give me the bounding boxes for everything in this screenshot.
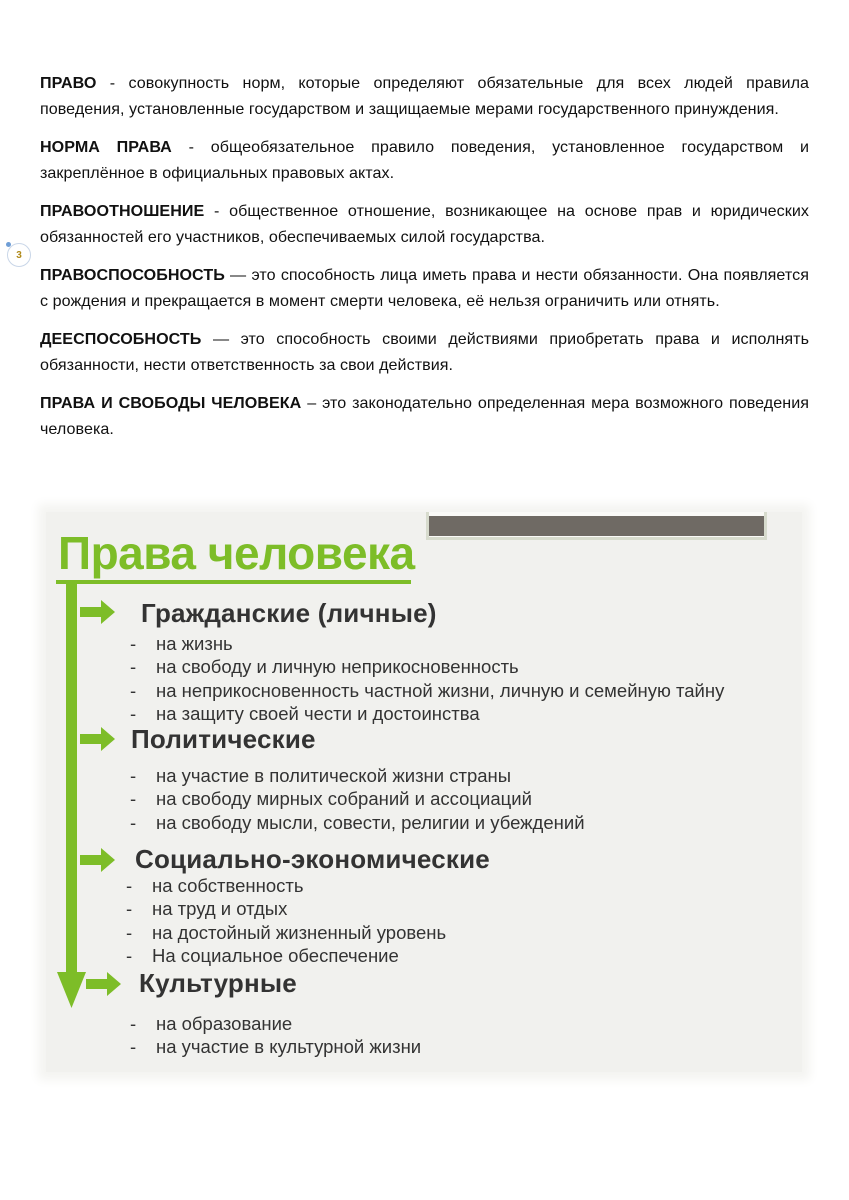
list-item: - на достойный жизненный уровень <box>126 921 446 944</box>
definition-deesposobnost: ДЕЕСПОСОБНОСТЬ — это способность своими действиями приобретать права и исполнять обязанности, нести ответственность за свои действия. <box>40 330 810 374</box>
list-item: - На социальное обеспечение <box>126 944 446 967</box>
definition-term: ПРАВО <box>40 74 97 92</box>
definition-prava-i-svobody: ПРАВА И СВОБОДЫ ЧЕЛОВЕКА – это законодательно определенная мера возможного поведения человека. <box>40 394 809 438</box>
definition-term: ПРАВООТНОШЕНИЕ <box>40 202 205 220</box>
right-arrow-icon <box>86 972 122 996</box>
definition-term: ПРАВОСПОСОБНОСТЬ <box>40 266 225 284</box>
list-item: - на участие в культурной жизни <box>130 1035 421 1058</box>
definition-text: общеобязательное правило поведения, установленное государством и закреплённое в официальных правовых актах. <box>40 138 809 182</box>
title-underline <box>56 580 411 584</box>
category-items-socio-economic <box>126 874 446 967</box>
definition-text: общественное отношение, возникающее на основе прав и юридических обязанностей его участников, обеспечиваемых силой государства. <box>40 202 810 246</box>
definition-text: это способность лица иметь права и нести обязанности. Она появляется с рождения и прекращается в момент смерти человека, её нельзя ограничить или отнять. <box>40 266 809 310</box>
definition-norma-prava: НОРМА ПРАВА - общеобязательное правило поведения, установленное государством и закреплённое в официальных правовых актах. <box>40 138 809 182</box>
list-item: - на неприкосновенность частной жизни, личную и семейную тайну <box>130 679 724 702</box>
page-number: 3 <box>16 249 22 261</box>
list-item: - на образование <box>130 1012 421 1035</box>
list-item: - на жизнь <box>130 632 724 655</box>
list-item: - на участие в политической жизни страны <box>130 764 585 787</box>
definition-term: НОРМА ПРАВА <box>40 138 172 156</box>
definition-term: ПРАВА И СВОБОДЫ ЧЕЛОВЕКА <box>40 394 302 412</box>
right-arrow-icon <box>80 848 116 872</box>
definition-pravootnoshenie: ПРАВООТНОШЕНИЕ - общественное отношение, возникающее на основе прав и юридических обязанностей его участников, обеспечиваемых силой государства. <box>40 202 810 246</box>
definition-pravosposobnost: ПРАВОСПОСОБНОСТЬ — это способность лица иметь права и нести обязанности. Она появляется с рождения и прекращается в момент смерти человека, её нельзя ограничить или отнять. <box>40 266 809 310</box>
list-item: - на труд и отдых <box>126 897 446 920</box>
category-heading-cultural: Культурные <box>139 968 297 998</box>
list-item: - на собственность <box>126 874 446 897</box>
infographic-title: Права человека <box>58 527 415 579</box>
list-item: - на свободу мирных собраний и ассоциаций <box>130 787 585 810</box>
category-heading-civil: Гражданские (личные) <box>141 598 437 628</box>
list-item: - на защиту своей чести и достоинства <box>130 702 724 725</box>
right-arrow-icon <box>80 600 116 624</box>
definition-term: ДЕЕСПОСОБНОСТЬ <box>40 330 202 348</box>
list-item: - на свободу мысли, совести, религии и убеждений <box>130 811 585 834</box>
definition-text: это способность своими действиями приобретать права и исполнять обязанности, нести ответственность за свои действия. <box>40 330 810 374</box>
category-items-political <box>130 764 585 834</box>
category-items-civil <box>130 632 724 725</box>
definition-text: это законодательно определенная мера возможного поведения человека. <box>40 394 809 438</box>
decorative-header-bar <box>426 512 767 540</box>
definition-text: совокупность норм, которые определяют обязательные для всех людей правила поведения, установленные государством и защищаемые мерами государственного принуждения. <box>40 74 810 118</box>
definition-pravo: ПРАВО - совокупность норм, которые определяют обязательные для всех людей правила поведения, установленные государством и защищаемые мерами государственного принуждения. <box>40 74 810 118</box>
right-arrow-icon <box>80 727 116 751</box>
definitions-block <box>40 70 809 454</box>
list-item: - на свободу и личную неприкосновенность <box>130 655 724 678</box>
vertical-down-arrow-icon <box>57 580 87 1010</box>
category-heading-socio-economic: Социально-экономические <box>135 844 490 874</box>
category-items-cultural <box>130 1012 421 1059</box>
category-heading-political: Политические <box>131 724 316 754</box>
human-rights-infographic <box>46 512 802 1072</box>
page-number-badge <box>7 243 31 267</box>
